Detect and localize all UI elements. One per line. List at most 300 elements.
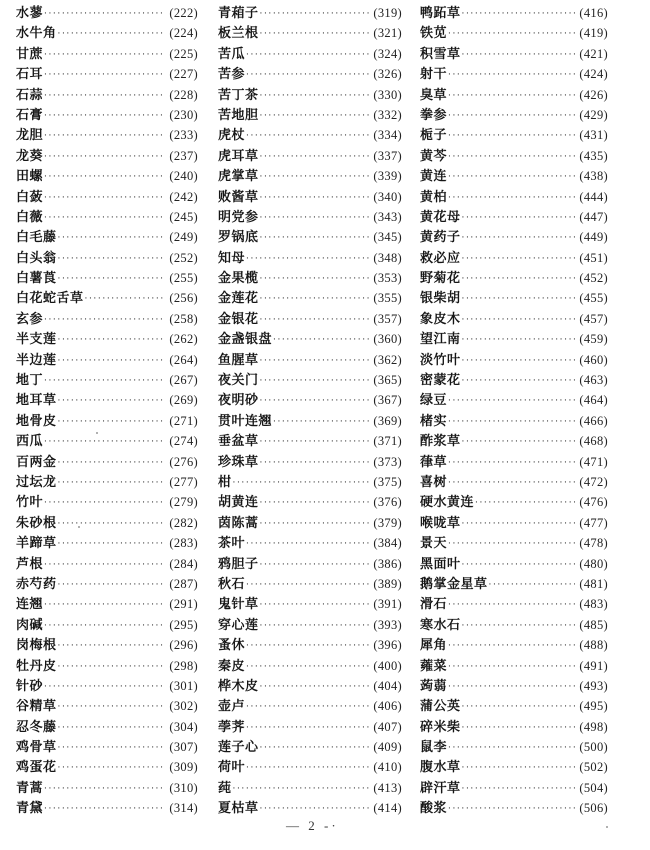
entry-term: 酢浆草 xyxy=(420,434,461,450)
entry-page-number: (332) xyxy=(373,107,402,122)
index-entry xyxy=(218,248,402,268)
index-entry xyxy=(218,472,402,492)
index-entry xyxy=(16,737,198,757)
index-entry xyxy=(420,656,608,676)
dot-leader xyxy=(260,799,370,819)
entry-page-number: (228) xyxy=(169,87,198,102)
index-entry xyxy=(16,554,198,574)
entry-term: 金银花 xyxy=(218,311,259,327)
entry-term: 碎米柴 xyxy=(420,719,461,735)
index-entry xyxy=(420,85,608,105)
entry-term: 板兰根 xyxy=(218,26,259,42)
index-entry xyxy=(218,207,402,227)
dot-leader xyxy=(58,330,166,350)
index-entry xyxy=(218,370,402,390)
index-entry xyxy=(16,492,198,512)
entry-term: 白蔹 xyxy=(16,189,44,205)
index-entry xyxy=(218,329,402,349)
dot-leader xyxy=(448,473,575,493)
entry-page-number: (477) xyxy=(579,515,608,530)
dot-leader xyxy=(260,86,370,106)
dot-leader xyxy=(448,412,575,432)
dot-leader xyxy=(462,208,576,228)
entry-page-number: (369) xyxy=(373,413,402,428)
dot-leader xyxy=(260,208,370,228)
dot-leader xyxy=(58,351,166,371)
index-entry xyxy=(16,85,198,105)
dot-leader xyxy=(44,371,165,391)
entry-page-number: (276) xyxy=(169,454,198,469)
entry-term: 石耳 xyxy=(16,67,44,83)
entry-term: 连翘 xyxy=(16,597,44,613)
entry-term: 白薇 xyxy=(16,209,44,225)
dot-leader xyxy=(448,677,575,697)
entry-page-number: (414) xyxy=(373,801,402,816)
dot-leader xyxy=(448,657,575,677)
index-entry xyxy=(218,513,402,533)
dot-leader xyxy=(44,147,165,167)
index-entry xyxy=(218,187,402,207)
dot-leader xyxy=(44,799,165,819)
entry-page-number: (481) xyxy=(579,576,608,591)
index-entry xyxy=(16,105,198,125)
entry-page-number: (447) xyxy=(579,209,608,224)
index-entry xyxy=(16,431,198,451)
dot-leader xyxy=(44,555,165,575)
dot-leader xyxy=(85,289,166,309)
index-entry xyxy=(218,268,402,288)
entry-term: 淡竹叶 xyxy=(420,352,461,368)
index-entry xyxy=(16,798,198,818)
index-entry xyxy=(420,105,608,125)
dot-leader xyxy=(44,106,165,126)
entry-page-number: (330) xyxy=(373,87,402,102)
index-entry xyxy=(420,533,608,553)
entry-term: 景天 xyxy=(420,536,448,552)
dot-leader xyxy=(260,677,370,697)
index-entry xyxy=(420,411,608,431)
entry-page-number: (224) xyxy=(169,26,198,41)
index-entry xyxy=(16,656,198,676)
index-entry xyxy=(420,309,608,329)
dot-leader xyxy=(448,106,575,126)
dot-leader xyxy=(260,514,370,534)
entry-term: 莼 xyxy=(218,780,232,796)
dot-leader xyxy=(260,4,370,24)
entry-page-number: (271) xyxy=(169,413,198,428)
entry-page-number: (485) xyxy=(579,617,608,632)
entry-page-number: (404) xyxy=(373,678,402,693)
entry-page-number: (464) xyxy=(579,393,608,408)
entry-page-number: (282) xyxy=(169,515,198,530)
entry-term: 喜树 xyxy=(420,474,448,490)
entry-page-number: (339) xyxy=(373,169,402,184)
index-entry xyxy=(420,268,608,288)
entry-term: 鬼针草 xyxy=(218,597,259,613)
index-entry xyxy=(420,431,608,451)
index-entry xyxy=(420,370,608,390)
dot-leader xyxy=(58,412,166,432)
dot-leader xyxy=(462,351,576,371)
entry-page-number: (307) xyxy=(169,740,198,755)
dot-leader xyxy=(44,616,165,636)
dot-leader xyxy=(44,595,165,615)
index-entry xyxy=(218,23,402,43)
dot-leader xyxy=(44,65,165,85)
entry-page-number: (298) xyxy=(169,658,198,673)
entry-term: 百两金 xyxy=(16,454,57,470)
entry-page-number: (284) xyxy=(169,556,198,571)
index-entry xyxy=(218,85,402,105)
dot-leader xyxy=(462,45,576,65)
entry-page-number: (483) xyxy=(579,597,608,612)
index-entry xyxy=(16,717,198,737)
index-entry xyxy=(420,146,608,166)
index-entry xyxy=(420,513,608,533)
index-entry xyxy=(16,390,198,410)
entry-term: 鱼腥草 xyxy=(218,352,259,368)
dot-leader xyxy=(44,188,165,208)
index-entry xyxy=(16,452,198,472)
entry-term: 白花蛇舌草 xyxy=(16,291,84,307)
dot-leader xyxy=(448,86,575,106)
entry-page-number: (371) xyxy=(373,434,402,449)
entry-page-number: (283) xyxy=(169,536,198,551)
entry-page-number: (256) xyxy=(169,291,198,306)
index-entry xyxy=(218,411,402,431)
entry-page-number: (269) xyxy=(169,393,198,408)
entry-term: 荷叶 xyxy=(218,760,246,776)
entry-term: 罗锅底 xyxy=(218,230,259,246)
dot-leader xyxy=(260,555,370,575)
entry-term: 石膏 xyxy=(16,107,44,123)
dot-leader xyxy=(44,4,165,24)
dot-leader xyxy=(462,371,576,391)
entry-term: 苦瓜 xyxy=(218,46,246,62)
index-entry xyxy=(218,737,402,757)
index-entry xyxy=(16,513,198,533)
entry-term: 忍冬藤 xyxy=(16,719,57,735)
entry-page-number: (493) xyxy=(579,678,608,693)
dot-leader xyxy=(246,65,369,85)
entry-page-number: (343) xyxy=(373,209,402,224)
dot-leader xyxy=(448,147,575,167)
entry-page-number: (304) xyxy=(169,719,198,734)
entry-page-number: (495) xyxy=(579,699,608,714)
entry-page-number: (367) xyxy=(373,393,402,408)
entry-term: 壶卢 xyxy=(218,699,246,715)
entry-page-number: (353) xyxy=(373,271,402,286)
dot-leader xyxy=(448,126,575,146)
entry-page-number: (345) xyxy=(373,230,402,245)
entry-term: 芦根 xyxy=(16,556,44,572)
entry-page-number: (384) xyxy=(373,536,402,551)
entry-term: 过坛龙 xyxy=(16,474,57,490)
dot-leader xyxy=(44,167,165,187)
entry-page-number: (355) xyxy=(373,291,402,306)
index-entry xyxy=(16,288,198,308)
index-entry xyxy=(420,798,608,818)
dot-leader xyxy=(260,289,370,309)
scan-speck xyxy=(96,432,98,434)
entry-term: 贯叶连翘 xyxy=(218,413,273,429)
dot-leader xyxy=(260,167,370,187)
entry-page-number: (324) xyxy=(373,46,402,61)
entry-term: 喉咙草 xyxy=(420,515,461,531)
entry-term: 地骨皮 xyxy=(16,413,57,429)
entry-page-number: (376) xyxy=(373,495,402,510)
dot-leader xyxy=(260,371,370,391)
entry-page-number: (310) xyxy=(169,780,198,795)
index-entry xyxy=(420,227,608,247)
dot-leader xyxy=(44,779,165,799)
entry-page-number: (426) xyxy=(579,87,608,102)
dot-leader xyxy=(462,779,576,799)
entry-term: 辟汗草 xyxy=(420,780,461,796)
dot-leader xyxy=(448,391,575,411)
entry-term: 明党参 xyxy=(218,209,259,225)
index-entry xyxy=(218,288,402,308)
entry-term: 黄芩 xyxy=(420,148,448,164)
dot-leader xyxy=(260,616,370,636)
dot-leader xyxy=(58,575,166,595)
index-entry xyxy=(16,23,198,43)
entry-term: 知母 xyxy=(218,250,246,266)
entry-page-number: (225) xyxy=(169,46,198,61)
entry-term: 鸡蛋花 xyxy=(16,760,57,776)
entry-term: 龙胆 xyxy=(16,128,44,144)
entry-page-number: (274) xyxy=(169,434,198,449)
index-entry xyxy=(420,3,608,23)
dot-leader xyxy=(44,432,165,452)
entry-term: 铁苋 xyxy=(420,26,448,42)
dot-leader xyxy=(462,4,576,24)
index-entry xyxy=(218,431,402,451)
entry-term: 珍珠草 xyxy=(218,454,259,470)
index-entry xyxy=(420,64,608,84)
dot-leader xyxy=(260,738,370,758)
entry-page-number: (438) xyxy=(579,169,608,184)
entry-term: 黄花母 xyxy=(420,209,461,225)
entry-term: 甘蔗 xyxy=(16,46,44,62)
entry-page-number: (396) xyxy=(373,638,402,653)
entry-term: 牡丹皮 xyxy=(16,658,57,674)
index-entry xyxy=(16,411,198,431)
entry-page-number: (457) xyxy=(579,311,608,326)
entry-term: 石蒜 xyxy=(16,87,44,103)
entry-term: 虎耳草 xyxy=(218,148,259,164)
entry-term: 黑面叶 xyxy=(420,556,461,572)
dot-leader xyxy=(448,65,575,85)
entry-term: 鸡骨草 xyxy=(16,740,57,756)
index-column-3 xyxy=(420,3,608,819)
index-entry xyxy=(16,594,198,614)
index-entry xyxy=(16,574,198,594)
entry-page-number: (468) xyxy=(579,434,608,449)
entry-page-number: (480) xyxy=(579,556,608,571)
entry-page-number: (309) xyxy=(169,760,198,775)
entry-term: 青葙子 xyxy=(218,6,259,21)
entry-term: 桦木皮 xyxy=(218,678,259,694)
dot-leader xyxy=(448,453,575,473)
index-entry xyxy=(218,146,402,166)
entry-term: 救必应 xyxy=(420,250,461,266)
entry-page-number: (326) xyxy=(373,67,402,82)
dot-leader xyxy=(462,758,576,778)
dot-leader xyxy=(260,595,370,615)
entry-term: 败酱草 xyxy=(218,189,259,205)
index-entry xyxy=(16,207,198,227)
entry-term: 寒水石 xyxy=(420,617,461,633)
index-entry xyxy=(218,798,402,818)
dot-leader xyxy=(462,269,576,289)
entry-page-number: (488) xyxy=(579,638,608,653)
entry-page-number: (419) xyxy=(579,26,608,41)
entry-term: 柑 xyxy=(218,474,232,490)
entry-page-number: (379) xyxy=(373,515,402,530)
entry-term: 蒲公英 xyxy=(420,699,461,715)
dot-leader xyxy=(58,473,166,493)
dot-leader xyxy=(260,24,370,44)
index-entry xyxy=(218,717,402,737)
dot-leader xyxy=(58,718,166,738)
entry-term: 银柴胡 xyxy=(420,291,461,307)
entry-term: 白头翁 xyxy=(16,250,57,266)
entry-page-number: (245) xyxy=(169,209,198,224)
entry-page-number: (410) xyxy=(373,760,402,775)
dot-leader xyxy=(58,514,166,534)
index-entry xyxy=(16,696,198,716)
index-entry xyxy=(16,44,198,64)
dot-leader xyxy=(448,167,575,187)
entry-term: 水牛角 xyxy=(16,26,57,42)
entry-page-number: (227) xyxy=(169,67,198,82)
scan-speck xyxy=(606,826,608,828)
entry-term: 苦参 xyxy=(218,67,246,83)
dot-leader xyxy=(260,310,370,330)
entry-term: 虎杖 xyxy=(218,128,246,144)
entry-term: 秦皮 xyxy=(218,658,246,674)
index-entry xyxy=(16,778,198,798)
dot-leader xyxy=(246,718,369,738)
entry-page-number: (365) xyxy=(373,373,402,388)
dot-leader xyxy=(58,453,166,473)
entry-term: 金盏银盘 xyxy=(218,332,273,348)
dot-leader xyxy=(246,534,369,554)
index-entry xyxy=(420,472,608,492)
dot-leader xyxy=(489,575,576,595)
dot-leader xyxy=(448,188,575,208)
index-entry xyxy=(420,554,608,574)
scan-speck xyxy=(78,526,80,528)
entry-page-number: (237) xyxy=(169,148,198,163)
entry-page-number: (451) xyxy=(579,250,608,265)
dot-leader xyxy=(246,249,369,269)
entry-term: 半支莲 xyxy=(16,332,57,348)
entry-term: 犀角 xyxy=(420,638,448,654)
entry-term: 蚤休 xyxy=(218,638,246,654)
index-entry xyxy=(218,615,402,635)
entry-page-number: (500) xyxy=(579,740,608,755)
index-entry xyxy=(218,64,402,84)
dot-leader xyxy=(448,24,575,44)
entry-page-number: (348) xyxy=(373,250,402,265)
index-entry xyxy=(16,472,198,492)
index-entry xyxy=(420,717,608,737)
index-entry xyxy=(218,44,402,64)
entry-page-number: (301) xyxy=(169,678,198,693)
dot-leader xyxy=(58,249,166,269)
entry-term: 苦地胆 xyxy=(218,107,259,123)
entry-term: 虎掌草 xyxy=(218,169,259,185)
entry-page-number: (491) xyxy=(579,658,608,673)
entry-term: 臭草 xyxy=(420,87,448,103)
entry-page-number: (389) xyxy=(373,576,402,591)
index-column-1 xyxy=(16,3,198,819)
entry-term: 蕹菜 xyxy=(420,658,448,674)
dot-leader xyxy=(260,493,370,513)
entry-term: 拳参 xyxy=(420,107,448,123)
entry-term: 荸荠 xyxy=(218,719,246,735)
entry-page-number: (463) xyxy=(579,373,608,388)
index-entry xyxy=(16,676,198,696)
index-entry xyxy=(16,370,198,390)
entry-term: 龙葵 xyxy=(16,148,44,164)
entry-term: 肉碱 xyxy=(16,617,44,633)
entry-term: 滑石 xyxy=(420,597,448,613)
entry-page-number: (314) xyxy=(169,801,198,816)
entry-page-number: (287) xyxy=(169,576,198,591)
dot-leader xyxy=(448,636,575,656)
index-entry xyxy=(218,125,402,145)
entry-term: 夜关门 xyxy=(218,373,259,389)
entry-page-number: (431) xyxy=(579,128,608,143)
entry-term: 竹叶 xyxy=(16,495,44,511)
dot-leader xyxy=(58,657,166,677)
entry-page-number: (506) xyxy=(579,801,608,816)
dot-leader xyxy=(448,738,575,758)
dot-leader xyxy=(462,432,576,452)
dot-leader xyxy=(58,758,166,778)
entry-term: 苦丁茶 xyxy=(218,87,259,103)
dot-leader xyxy=(462,616,576,636)
index-entry xyxy=(420,125,608,145)
entry-term: 葎草 xyxy=(420,454,448,470)
entry-page-number: (340) xyxy=(373,189,402,204)
index-entry xyxy=(420,492,608,512)
index-column-2 xyxy=(218,3,402,819)
dot-leader xyxy=(58,269,166,289)
index-entry xyxy=(218,227,402,247)
entry-term: 蒟蒻 xyxy=(420,678,448,694)
entry-page-number: (391) xyxy=(373,597,402,612)
index-entry xyxy=(16,329,198,349)
index-entry xyxy=(420,757,608,777)
entry-page-number: (334) xyxy=(373,128,402,143)
index-entry xyxy=(16,166,198,186)
index-entry xyxy=(218,309,402,329)
index-entry xyxy=(218,3,402,23)
index-entry xyxy=(16,350,198,370)
entry-term: 岗梅根 xyxy=(16,638,57,654)
index-entry xyxy=(218,594,402,614)
dot-leader xyxy=(260,106,370,126)
entry-term: 垂盆草 xyxy=(218,434,259,450)
entry-term: 鸦胆子 xyxy=(218,556,259,572)
index-entry xyxy=(420,44,608,64)
entry-term: 夏枯草 xyxy=(218,801,259,817)
dot-leader xyxy=(462,514,576,534)
